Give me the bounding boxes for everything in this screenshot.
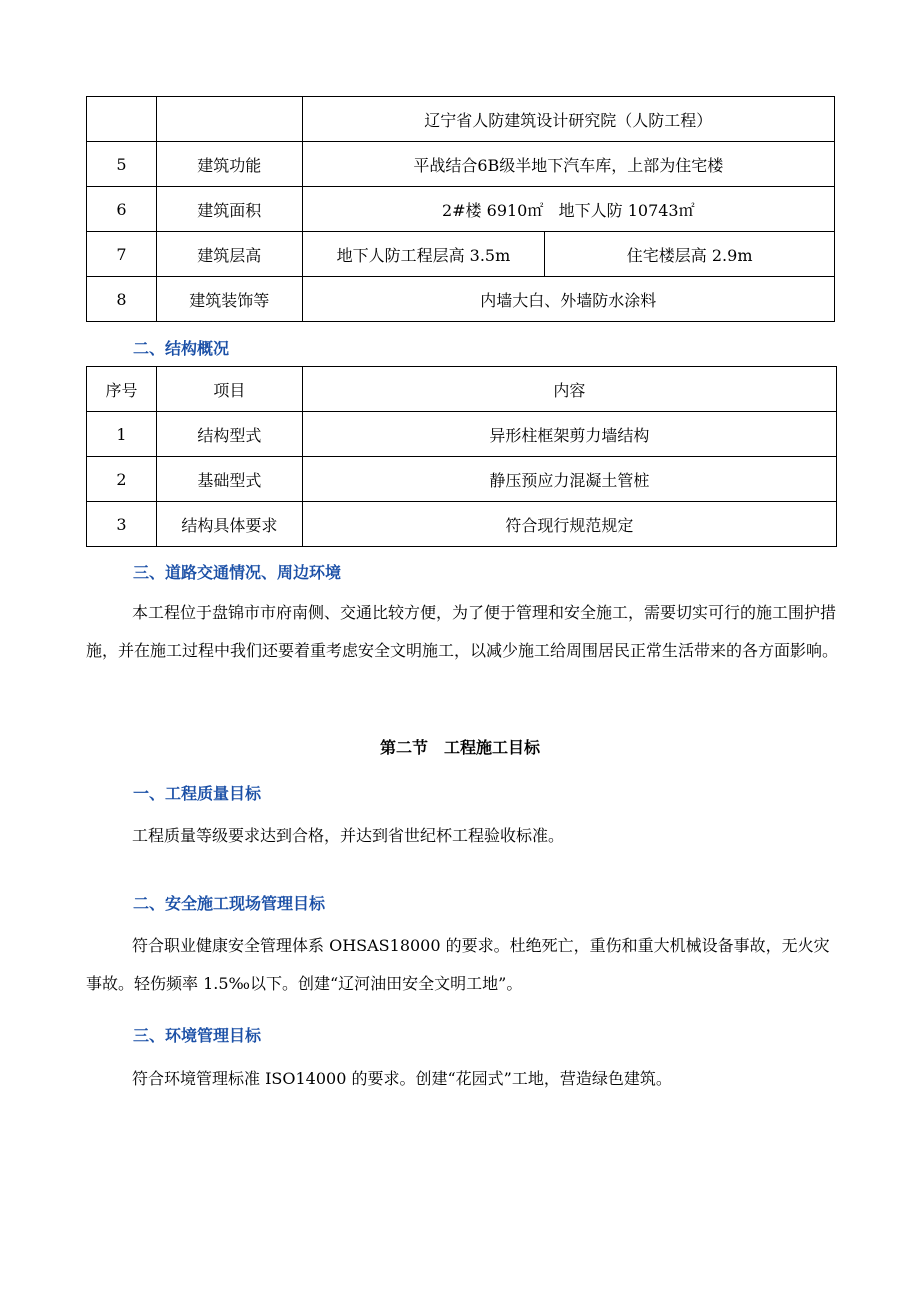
- structure-table: [86, 366, 837, 547]
- cell-content: 辽宁省人防建筑设计研究院（人防工程）: [302, 97, 834, 142]
- section-title: 第二节 工程施工目标: [379, 738, 540, 757]
- cell-no: [87, 97, 157, 142]
- safety-goal-heading: 二、安全施工现场管理目标: [133, 894, 326, 913]
- header-item: 项目: [156, 367, 302, 412]
- cell-item: 建筑层高: [156, 232, 302, 277]
- table-row: [87, 412, 837, 457]
- cell-item: 建筑功能: [156, 142, 302, 187]
- header-content: 内容: [302, 367, 836, 412]
- structure-heading: 二、结构概况: [133, 339, 230, 358]
- cell-content-b: 住宅楼层高 2.9m: [545, 232, 835, 277]
- quality-goal-heading: 一、工程质量目标: [133, 784, 262, 803]
- cell-no: 1: [87, 412, 157, 457]
- cell-item: [156, 97, 302, 142]
- cell-content: 符合现行规范规定: [302, 502, 836, 547]
- table-header-row: [87, 367, 837, 412]
- cell-content: 内墙大白、外墙防水涂料: [302, 277, 834, 322]
- environment-goal-paragraph: 符合环境管理标准 ISO14000 的要求。创建“花园式”工地，营造绿色建筑。: [132, 1069, 672, 1088]
- cell-no: 8: [87, 277, 157, 322]
- cell-no: 2: [87, 457, 157, 502]
- cell-item: 结构型式: [156, 412, 302, 457]
- table-row: [87, 502, 837, 547]
- cell-content: 平战结合6B级半地下汽车库，上部为住宅楼: [302, 142, 834, 187]
- table-row: [87, 97, 835, 142]
- cell-item: 结构具体要求: [156, 502, 302, 547]
- cell-content: 异形柱框架剪力墙结构: [302, 412, 836, 457]
- environment-goal-heading: 三、环境管理目标: [133, 1026, 262, 1045]
- cell-no: 7: [87, 232, 157, 277]
- traffic-heading: 三、道路交通情况、周边环境: [133, 563, 342, 582]
- header-no: 序号: [87, 367, 157, 412]
- safety-goal-paragraph: 符合职业健康安全管理体系 OHSAS18000 的要求。杜绝死亡，重伤和重大机械设备事故，无火灾事故。轻伤频率 1.5‰以下。创建“辽河油田安全文明工地”。: [86, 936, 830, 993]
- cell-no: 5: [87, 142, 157, 187]
- cell-item: 基础型式: [156, 457, 302, 502]
- building-overview-table: [86, 96, 835, 322]
- cell-item: 建筑装饰等: [156, 277, 302, 322]
- quality-goal-paragraph: 工程质量等级要求达到合格，并达到省世纪杯工程验收标准。: [132, 826, 565, 845]
- traffic-paragraph: 本工程位于盘锦市市府南侧、交通比较方便，为了便于管理和安全施工，需要切实可行的施工围护措施，并在施工过程中我们还要着重考虑安全文明施工，以减少施工给周围居民正常生活带来的各方面影响。: [86, 603, 839, 660]
- cell-content: 静压预应力混凝土管桩: [302, 457, 836, 502]
- cell-content: 2#楼 6910㎡ 地下人防 10743㎡: [302, 187, 834, 232]
- table-row: [87, 277, 835, 322]
- table-row: [87, 457, 837, 502]
- table-row: [87, 232, 835, 277]
- cell-content-a: 地下人防工程层高 3.5m: [302, 232, 545, 277]
- table-row: [87, 187, 835, 232]
- cell-item: 建筑面积: [156, 187, 302, 232]
- cell-no: 3: [87, 502, 157, 547]
- table-row: [87, 142, 835, 187]
- cell-no: 6: [87, 187, 157, 232]
